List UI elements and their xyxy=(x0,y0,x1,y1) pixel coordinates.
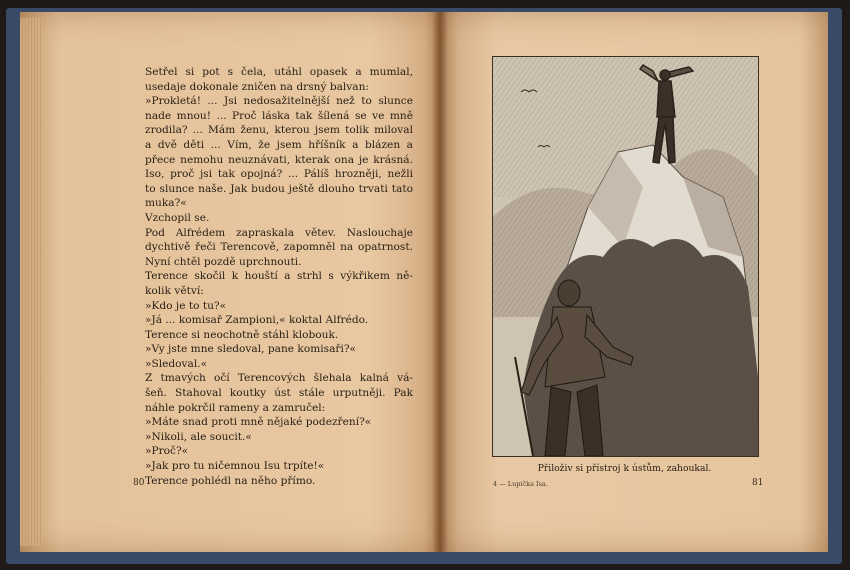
text-line: »Jak pro tu ničemnou Isu trpíte!« xyxy=(145,460,325,473)
text-line: kolik větví: xyxy=(145,284,204,297)
illustration xyxy=(492,56,759,457)
text-line: »Vy jste mne sledoval, pane komisaři?« xyxy=(145,343,357,356)
text-line: Vzchopil se. xyxy=(145,211,210,224)
text-line: »Nikoli, ale soucit.« xyxy=(145,430,252,443)
text-line: šeň. Stahoval koutky úst stále urputněji. Pak xyxy=(145,387,413,400)
text-line: »Máte snad proti mně nějaké podezření?« xyxy=(145,416,372,429)
text-line: »Já ... komisař Zampioni,« koktal Alfrédo. xyxy=(145,314,369,327)
text-line: Iso, proč jsi tak opojná? ... Pálíš hrozněji, nežli xyxy=(145,168,413,181)
page-number-right: 81 xyxy=(752,478,764,488)
book-gutter xyxy=(432,12,448,552)
text-line: »Prokletá! ... Jsi nedosažitelnější než to slunce xyxy=(145,95,413,108)
text-line: muka?« xyxy=(145,197,187,210)
text-line: dychtivě řeči Terencově, zapomněl na opatrnost. xyxy=(145,241,413,254)
text-line: a dvě děti ... Vím, že jsem hříšník a blázen a xyxy=(145,138,413,151)
text-line: »Kdo je to tu?« xyxy=(145,299,227,312)
text-line: Terence skočil k houští a strhl s výkřikem ně- xyxy=(145,270,413,283)
text-line: Pod Alfrédem zapraskala větev. Naslouchaje xyxy=(145,226,413,239)
text-line: Terence si neochotně stáhl klobouk. xyxy=(145,328,339,341)
text-line: »Proč?« xyxy=(145,445,189,458)
text-line: Setřel si pot s čela, utáhl opasek a mumlal, xyxy=(145,66,413,78)
text-line: Terence pohlédl na něho přímo. xyxy=(145,474,316,487)
text-line: Z tmavých očí Terencových šlehala kalná vá- xyxy=(145,372,413,385)
text-line: »Sledoval.« xyxy=(145,357,208,370)
text-line: nade mnou! ... Proč láska tak šílená se ve mně xyxy=(145,109,413,122)
page-edges xyxy=(20,18,42,546)
text-line: přece nemohu neuznávati, kterak ona je krásná. xyxy=(145,153,413,166)
text-line: zrodila? ... Mám ženu, kterou jsem tolik miloval xyxy=(145,124,413,137)
illustration-caption: Přiloživ si přístroj k ústům, zahoukal. xyxy=(537,463,712,474)
text-line: Nyní chtěl pozdě uprchnouti. xyxy=(145,255,302,268)
printer-signature: 4 — Lupička Isa. xyxy=(493,480,548,488)
text-line: usedaje dokonale zničen na drsný balvan: xyxy=(145,80,369,93)
text-line: náhle pokrčil rameny a zamručel: xyxy=(145,401,326,414)
text-line: to slunce naše. Jak budou ještě dlouho trvati tato xyxy=(145,182,413,195)
page-number-left: 80 xyxy=(133,478,145,488)
body-text xyxy=(145,65,413,488)
